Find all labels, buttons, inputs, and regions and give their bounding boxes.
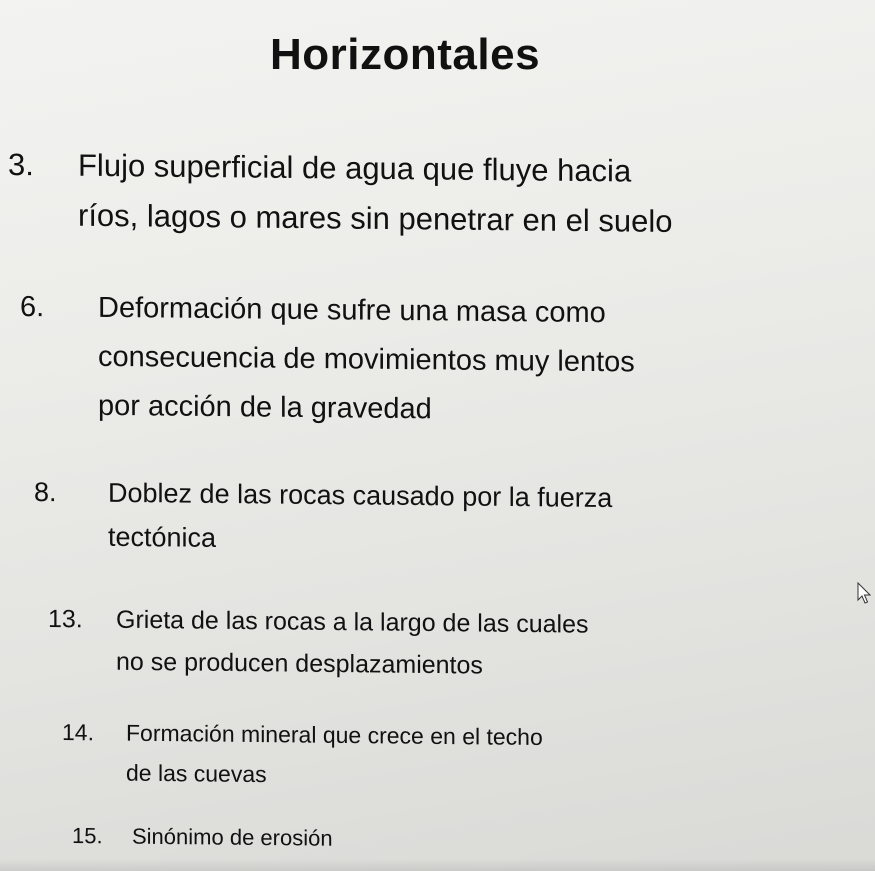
clue-number: 14. <box>62 719 94 746</box>
mouse-pointer-icon <box>857 582 871 604</box>
clue-line <box>34 470 612 520</box>
clue-text: Grieta de las rocas a la largo de las cuales <box>116 605 589 639</box>
clue-line <box>8 140 672 197</box>
clue-text: ríos, lagos o mares sin penetrar en el suelo <box>78 197 673 239</box>
clue-item-15 <box>72 818 333 857</box>
clue-line <box>34 514 612 564</box>
clue-text: tectónica <box>108 521 217 553</box>
page-title: Horizontales <box>270 30 541 79</box>
clue-item-13 <box>48 598 588 688</box>
clue-item-3 <box>8 140 672 247</box>
clue-line <box>20 332 635 387</box>
clue-line <box>20 283 635 338</box>
clue-item-8 <box>34 470 612 564</box>
clue-line <box>8 190 672 247</box>
clue-item-14 <box>62 712 543 797</box>
clue-text: no se producen desplazamientos <box>116 647 483 680</box>
clue-line <box>62 752 543 797</box>
clue-line <box>62 712 543 757</box>
clue-text: Formación mineral que crece en el techo <box>126 719 543 751</box>
clue-line <box>48 598 588 646</box>
clue-text: Sinónimo de erosión <box>132 823 333 851</box>
clue-number: 3. <box>8 147 34 183</box>
clue-item-6 <box>20 283 635 436</box>
clue-text: de las cuevas <box>126 759 267 788</box>
clue-number: 15. <box>72 823 103 849</box>
clue-number: 13. <box>48 605 83 634</box>
screen-edge-shadow <box>0 859 875 871</box>
clue-text: Deformación que sufre una masa como <box>98 291 606 330</box>
clue-text: Doblez de las rocas causado por la fuerza <box>108 477 613 514</box>
clue-text: consecuencia de movimientos muy lentos <box>98 340 635 379</box>
clue-number: 6. <box>20 291 45 324</box>
clue-text: Flujo superficial de agua que fluye hacia <box>78 147 632 189</box>
clue-line <box>72 818 333 857</box>
clue-number: 8. <box>34 477 57 508</box>
clue-line <box>48 640 588 688</box>
clue-line <box>20 381 635 436</box>
clue-text: por acción de la gravedad <box>98 389 432 426</box>
